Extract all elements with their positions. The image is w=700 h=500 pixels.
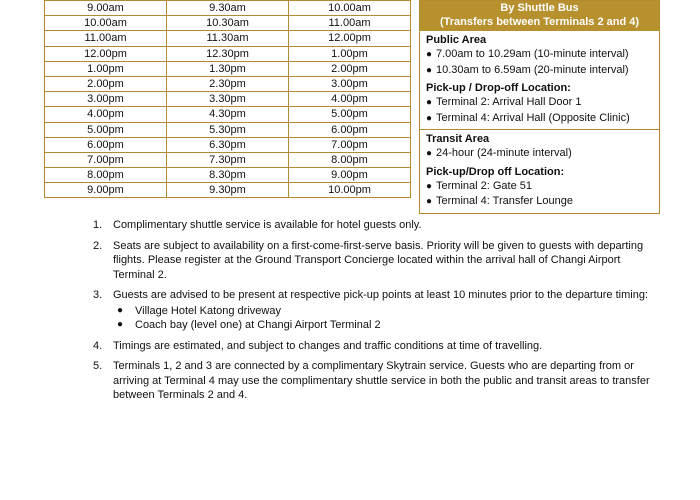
bullet-item <box>426 146 655 162</box>
note-text: Timings are estimated, and subject to changes and traffic conditions at time of travelling. <box>113 339 543 352</box>
shuttle-schedule-table <box>44 0 411 198</box>
schedule-row <box>45 107 411 122</box>
schedule-cell: 10.00am <box>289 1 411 16</box>
bullet-icon: ● <box>426 49 433 60</box>
schedule-cell: 4.00pm <box>289 92 411 107</box>
schedule-cell: 1.00pm <box>45 61 167 76</box>
schedule-cell: 3.30pm <box>167 92 289 107</box>
bullet-icon: ● <box>426 148 433 159</box>
schedule-cell: 3.00pm <box>45 92 167 107</box>
note-number: 4. <box>93 339 103 352</box>
pickup-points-list <box>113 304 653 333</box>
schedule-row <box>45 137 411 152</box>
schedule-row <box>45 122 411 137</box>
bullet-icon: ● <box>426 112 433 124</box>
schedule-cell: 6.30pm <box>167 137 289 152</box>
schedule-cell: 12.00pm <box>289 31 411 46</box>
schedule-row <box>45 76 411 91</box>
schedule-row <box>45 16 411 31</box>
schedule-cell: 8.00pm <box>45 168 167 183</box>
bullet-item <box>426 63 655 79</box>
bullet-icon: ● <box>117 304 124 316</box>
bullet-icon: ● <box>426 196 433 207</box>
note-number: 5. <box>93 360 103 372</box>
schedule-cell: 4.30pm <box>167 107 289 122</box>
pickup-point-text: Village Hotel Katong driveway <box>135 304 281 317</box>
note-text: Complimentary shuttle service is available for hotel guests only. <box>113 219 422 231</box>
bullet-icon: ● <box>426 180 433 192</box>
schedule-row <box>45 168 411 183</box>
schedule-cell: 7.00pm <box>45 152 167 167</box>
note-number: 1. <box>93 219 103 231</box>
transit-area-section <box>420 129 659 213</box>
schedule-cell: 11.00am <box>45 31 167 46</box>
schedule-cell: 7.00pm <box>289 137 411 152</box>
schedule-cell: 3.00pm <box>289 76 411 91</box>
schedule-row <box>45 31 411 46</box>
schedule-cell: 2.00pm <box>289 61 411 76</box>
schedule-cell: 7.30pm <box>167 152 289 167</box>
bullet-text: Terminal 2: Gate 51 <box>436 179 532 192</box>
bullet-text: Terminal 4: Arrival Hall (Opposite Clinic) <box>436 111 630 124</box>
schedule-cell: 2.30pm <box>167 76 289 91</box>
note-item <box>93 339 653 354</box>
schedule-cell: 4.00pm <box>45 107 167 122</box>
pickup-point-item <box>113 318 653 333</box>
schedule-cell: 9.00pm <box>45 183 167 198</box>
schedule-row <box>45 183 411 198</box>
bullet-text: 7.00am to 10.29am (10-minute interval) <box>436 48 629 60</box>
note-text: Seats are subject to availability on a first-come-first-serve basis. Priority will be given to guests with departing flights. Please register at the Ground Transport Concierge located within the arrival hall of Changi Airport Terminal 2. <box>113 239 644 281</box>
bullet-text: 24-hour (24-minute interval) <box>436 147 572 159</box>
schedule-cell: 6.00pm <box>289 122 411 137</box>
schedule-row <box>45 1 411 16</box>
bullet-item <box>426 179 655 195</box>
schedule-cell: 6.00pm <box>45 137 167 152</box>
schedule-cell: 9.30pm <box>167 183 289 198</box>
bullet-text: Terminal 4: Transfer Lounge <box>436 195 573 207</box>
schedule-cell: 8.00pm <box>289 152 411 167</box>
schedule-row <box>45 46 411 61</box>
schedule-cell: 12.30pm <box>167 46 289 61</box>
schedule-cell: 9.00pm <box>289 168 411 183</box>
bullet-item <box>426 111 655 127</box>
schedule-row <box>45 61 411 76</box>
note-text: Terminals 1, 2 and 3 are connected by a complimentary Skytrain service. Guests who are departing from or arriving at Terminal 4 may use the complimentary shuttle service in both the public and transit areas to transfer between Terminals 2 and 4. <box>113 360 650 401</box>
schedule-cell: 10.00pm <box>289 183 411 198</box>
schedule-cell: 5.00pm <box>289 107 411 122</box>
public-location-title: Pick-up / Drop-off Location: <box>426 82 571 94</box>
note-number: 2. <box>93 239 103 252</box>
note-item <box>93 359 653 403</box>
transit-area-title: Transit Area <box>426 133 490 145</box>
shuttle-header-title: By Shuttle Bus <box>500 2 579 14</box>
schedule-row <box>45 92 411 107</box>
bullet-icon: ● <box>426 64 433 76</box>
schedule-cell: 9.00am <box>45 1 167 16</box>
shuttle-bus-info-box <box>419 0 660 214</box>
schedule-body <box>45 1 411 198</box>
schedule-cell: 9.30am <box>167 1 289 16</box>
bullet-text: Terminal 2: Arrival Hall Door 1 <box>436 96 582 108</box>
schedule-cell: 5.00pm <box>45 122 167 137</box>
schedule-cell: 11.30am <box>167 31 289 46</box>
bullet-text: 10.30am to 6.59am (20-minute interval) <box>436 63 629 76</box>
schedule-cell: 12.00pm <box>45 46 167 61</box>
public-area-section <box>420 31 659 129</box>
pickup-point-item <box>113 304 653 319</box>
schedule-cell: 10.00am <box>45 16 167 31</box>
note-item <box>93 239 653 283</box>
notes-list <box>93 218 653 409</box>
shuttle-header-subtitle: (Transfers between Terminals 2 and 4) <box>439 15 640 28</box>
schedule-cell: 1.00pm <box>289 46 411 61</box>
bullet-icon: ● <box>426 97 433 108</box>
note-text: Guests are advised to be present at respective pick-up points at least 10 minutes prior to the departure timing: <box>113 289 649 301</box>
schedule-cell: 5.30pm <box>167 122 289 137</box>
schedule-cell: 10.30am <box>167 16 289 31</box>
bullet-item <box>426 47 655 63</box>
shuttle-bus-header <box>420 1 659 31</box>
pickup-point-text: Coach bay (level one) at Changi Airport Terminal 2 <box>135 319 381 331</box>
note-number: 3. <box>93 289 103 301</box>
public-area-title: Public Area <box>426 34 487 46</box>
schedule-row <box>45 152 411 167</box>
schedule-cell: 1.30pm <box>167 61 289 76</box>
schedule-cell: 2.00pm <box>45 76 167 91</box>
bullet-item <box>426 95 655 111</box>
bullet-item <box>426 194 655 210</box>
schedule-cell: 8.30pm <box>167 168 289 183</box>
transit-location-title: Pick-up/Drop off Location: <box>426 165 565 178</box>
note-item <box>93 218 653 233</box>
note-item <box>93 288 653 333</box>
schedule-cell: 11.00am <box>289 16 411 31</box>
bullet-icon: ● <box>117 319 124 330</box>
